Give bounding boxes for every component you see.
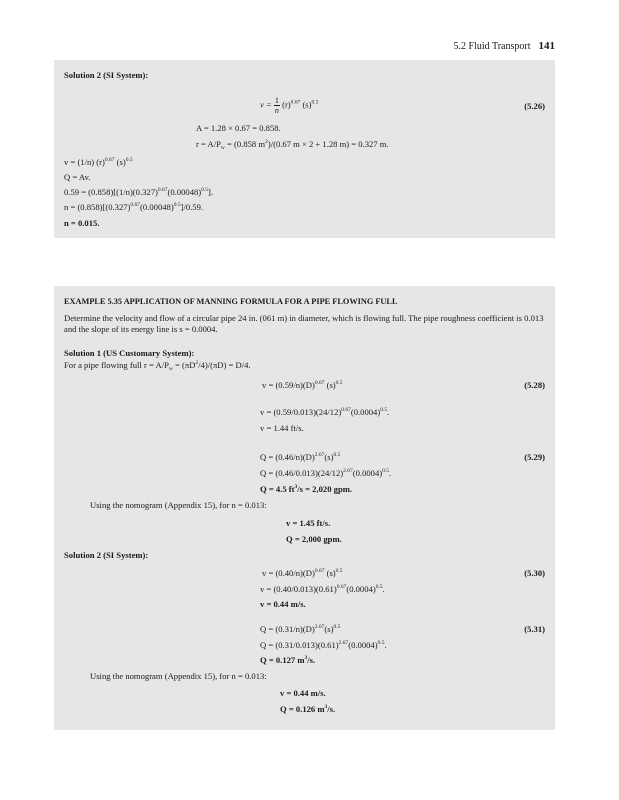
equation-number: (5.26) bbox=[524, 101, 545, 111]
running-header bbox=[454, 40, 555, 52]
solution-box-si bbox=[54, 60, 555, 238]
flow-result-si: Q = 0.127 $m^3/s$. bbox=[260, 655, 316, 665]
n-solve-line: $n = (0.858)[(0.327)^{0.67}(0.00048)^{0.5}]/0.59$. bbox=[64, 202, 204, 212]
fraction: $\frac{1}{n}$ bbox=[274, 96, 279, 115]
problem-statement: Determine the velocity and flow of a circular pipe 24 in. (061 m) in diameter, which is flowing full. The pipe roughness coefficient is 0.013 and the slope of its energy line is s = 0.0004. bbox=[64, 313, 544, 334]
nomogram-velocity-si: v = 0.44 m/s. bbox=[280, 688, 326, 698]
equation-5-30: $v = (0.40/n)(D)^{0.67}$ $(s)^{0.5}$ bbox=[262, 568, 343, 578]
flow-substitution-si: $Q = (0.31/0.013)(0.61)^{2.67}(0.0004)^{0.5}$. bbox=[260, 640, 387, 650]
n-result: n = 0.015. bbox=[64, 218, 100, 228]
flow-result-us: Q = 4.5 $ft^3/s = 2,020$ gpm. bbox=[260, 484, 353, 494]
velocity-substitution-si: $v = (0.40/0.013)(0.61)^{0.67}(0.0004)^{0.5}$. bbox=[260, 584, 385, 594]
radius-line: $r = A/P_w = (0.858$ $m^2)/(0.67$ m × 2 + 1.28 m) = 0.327 m. bbox=[196, 139, 389, 151]
nomogram-velocity-us: v = 1.45 ft/s. bbox=[286, 518, 331, 528]
nomogram-note-si: Using the nomogram (Appendix 15), for n = 0.013: bbox=[90, 671, 267, 681]
full-pipe-intro: For a pipe flowing full $r = A/P_w = (\pi D^2/4)/(\pi D) = D/4$. bbox=[64, 360, 251, 372]
solution2-heading: Solution 2 (SI System): bbox=[64, 550, 149, 560]
equation-5-31: $Q = (0.31/n)(D)^{2.67}(s)^{0.5}$ bbox=[260, 624, 341, 634]
equation-5-28: $v = (0.59/n)(D)^{0.67}$ $(s)^{0.5}$ bbox=[262, 380, 343, 390]
flow-substitution-us: $Q = (0.46/0.013)(24/12)^{2.67}(0.0004)^{0.5}$. bbox=[260, 468, 392, 478]
solution1-heading: Solution 1 (US Customary System): bbox=[64, 348, 195, 358]
nomogram-note-us: Using the nomogram (Appendix 15), for n = 0.013: bbox=[90, 500, 267, 510]
nomogram-flow-si: Q = 0.126 $m^3/s$. bbox=[280, 704, 336, 714]
solution-heading: Solution 2 (SI System): bbox=[64, 70, 149, 80]
equation-number: (5.28) bbox=[524, 380, 545, 390]
section-title: 5.2 Fluid Transport bbox=[453, 41, 531, 52]
equation-number: (5.31) bbox=[524, 624, 545, 634]
substitution-line: $0.59 = (0.858)[(1/n)(0.327)^{0.67}(0.00048)^{0.5}]$. bbox=[64, 187, 214, 197]
velocity-result-si: v = 0.44 m/s. bbox=[260, 599, 306, 609]
area-line: A = 1.28 × 0.67 = 0.858. bbox=[196, 123, 281, 133]
example-title: EXAMPLE 5.35 APPLICATION OF MANNING FORMULA FOR A PIPE FLOWING FULL bbox=[64, 297, 398, 306]
velocity-result-us: v = 1.44 ft/s. bbox=[260, 423, 304, 433]
equation-number: (5.30) bbox=[524, 568, 545, 578]
equation-5-26: v = $\frac{1}{n}$ $(r)^{0.67}$ $(s)^{0.5}$ bbox=[260, 96, 319, 115]
flow-formula: Q = Av. bbox=[64, 172, 91, 182]
equation-5-29: $Q = (0.46/n)(D)^{2.67}(s)^{0.5}$ bbox=[260, 452, 341, 462]
velocity-formula: v = (1/n) $(r)^{0.67}$ $(s)^{0.5}$ bbox=[64, 157, 133, 167]
equation-number: (5.29) bbox=[524, 452, 545, 462]
example-box bbox=[54, 286, 555, 730]
nomogram-flow-us: Q = 2,000 gpm. bbox=[286, 534, 342, 544]
velocity-substitution-us: $v = (0.59/0.013)(24/12)^{0.67}(0.0004)^{0.5}$. bbox=[260, 407, 390, 417]
page-number: 141 bbox=[538, 40, 555, 52]
